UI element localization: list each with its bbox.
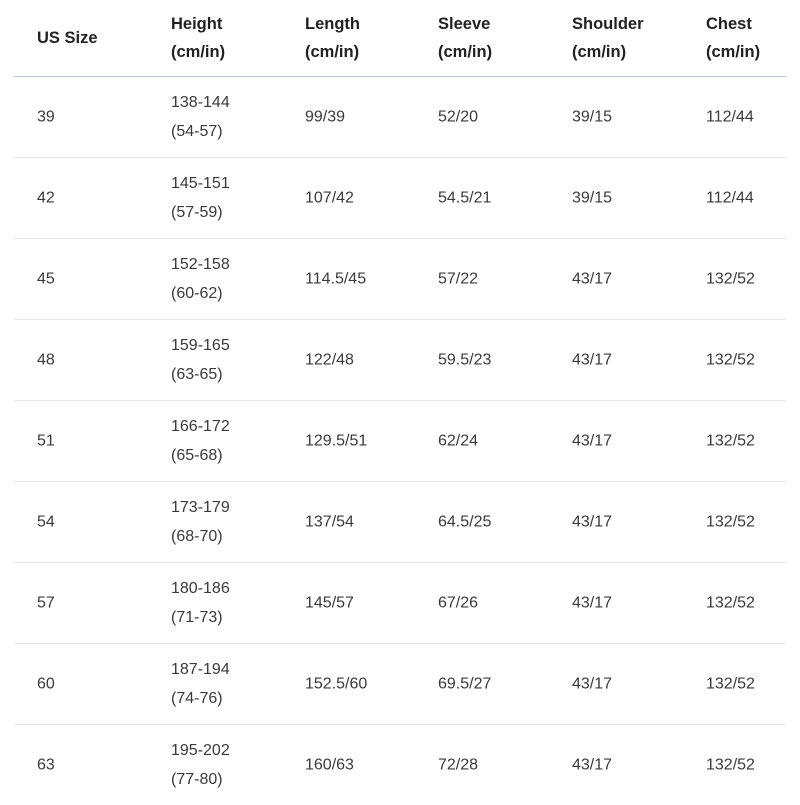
table-row	[14, 725, 786, 805]
header-chest-label: Chest	[706, 15, 752, 33]
cell-height	[171, 88, 230, 146]
cell-sleeve: 72/28	[438, 756, 479, 774]
table-header-row	[14, 0, 786, 77]
cell-length: 107/42	[305, 189, 354, 207]
cell-length: 152.5/60	[305, 675, 368, 693]
cell-us-size: 57	[37, 594, 55, 612]
cell-length: 160/63	[305, 756, 354, 774]
cell-chest: 132/52	[706, 270, 755, 288]
table-row	[14, 239, 786, 320]
cell-height	[171, 736, 230, 794]
table-row	[14, 401, 786, 482]
cell-height-cm: 138-144	[171, 94, 230, 111]
cell-height-cm: 145-151	[171, 175, 230, 192]
cell-us-size: 42	[37, 189, 55, 207]
header-chest	[706, 10, 760, 66]
cell-shoulder: 43/17	[572, 594, 613, 612]
cell-sleeve: 64.5/25	[438, 513, 492, 531]
cell-height	[171, 574, 230, 632]
header-shoulder-label: Shoulder	[572, 15, 644, 33]
cell-us-size: 39	[37, 108, 55, 126]
cell-sleeve: 57/22	[438, 270, 479, 288]
header-height-unit: (cm/in)	[171, 43, 226, 61]
cell-height	[171, 655, 230, 713]
cell-chest: 112/44	[706, 108, 754, 126]
cell-us-size: 60	[37, 675, 55, 693]
cell-height-in: (68-70)	[171, 528, 223, 545]
header-chest-unit: (cm/in)	[706, 43, 761, 61]
table-row	[14, 158, 786, 239]
cell-height-cm: 152-158	[171, 256, 230, 273]
cell-height-in: (65-68)	[171, 447, 223, 464]
cell-height	[171, 493, 230, 551]
header-us-size-label: US Size	[37, 29, 98, 47]
table-row	[14, 482, 786, 563]
cell-height-cm: 180-186	[171, 580, 230, 597]
cell-sleeve: 69.5/27	[438, 675, 492, 693]
size-chart-table	[14, 0, 786, 805]
cell-shoulder: 43/17	[572, 351, 613, 369]
cell-chest: 112/44	[706, 189, 754, 207]
cell-height-cm: 159-165	[171, 337, 230, 354]
header-shoulder-unit: (cm/in)	[572, 43, 627, 61]
cell-height-in: (63-65)	[171, 366, 223, 383]
header-length-label: Length	[305, 15, 360, 33]
cell-height-cm: 166-172	[171, 418, 230, 435]
cell-height-in: (60-62)	[171, 285, 223, 302]
cell-us-size: 45	[37, 270, 55, 288]
cell-chest: 132/52	[706, 675, 755, 693]
cell-height-cm: 195-202	[171, 742, 230, 759]
cell-us-size: 54	[37, 513, 55, 531]
cell-us-size: 51	[37, 432, 55, 450]
header-shoulder	[572, 10, 644, 66]
cell-sleeve: 62/24	[438, 432, 479, 450]
cell-length: 129.5/51	[305, 432, 368, 450]
cell-length: 122/48	[305, 351, 354, 369]
cell-height-in: (74-76)	[171, 690, 223, 707]
cell-chest: 132/52	[706, 432, 755, 450]
cell-shoulder: 43/17	[572, 513, 613, 531]
cell-height	[171, 169, 230, 227]
cell-height-in: (71-73)	[171, 609, 223, 626]
header-height	[171, 10, 225, 66]
cell-height	[171, 412, 230, 470]
header-sleeve-label: Sleeve	[438, 15, 491, 33]
header-height-label: Height	[171, 15, 223, 33]
cell-chest: 132/52	[706, 513, 755, 531]
cell-shoulder: 43/17	[572, 675, 613, 693]
cell-shoulder: 39/15	[572, 189, 613, 207]
cell-sleeve: 52/20	[438, 108, 479, 126]
cell-height	[171, 331, 230, 389]
cell-length: 99/39	[305, 108, 346, 126]
cell-length: 114.5/45	[305, 270, 367, 288]
cell-sleeve: 67/26	[438, 594, 479, 612]
cell-length: 145/57	[305, 594, 354, 612]
cell-height-in: (77-80)	[171, 771, 223, 788]
header-us-size	[37, 24, 98, 52]
table-row	[14, 77, 786, 158]
header-sleeve	[438, 10, 492, 66]
cell-shoulder: 43/17	[572, 432, 613, 450]
cell-height-cm: 187-194	[171, 661, 230, 678]
table-row	[14, 320, 786, 401]
cell-us-size: 48	[37, 351, 55, 369]
cell-height-cm: 173-179	[171, 499, 230, 516]
cell-us-size: 63	[37, 756, 55, 774]
cell-chest: 132/52	[706, 594, 755, 612]
header-length	[305, 10, 360, 66]
cell-height-in: (54-57)	[171, 123, 223, 140]
table-body	[14, 77, 786, 805]
cell-sleeve: 59.5/23	[438, 351, 492, 369]
cell-shoulder: 43/17	[572, 756, 613, 774]
cell-sleeve: 54.5/21	[438, 189, 492, 207]
table-row	[14, 563, 786, 644]
header-sleeve-unit: (cm/in)	[438, 43, 493, 61]
cell-shoulder: 43/17	[572, 270, 613, 288]
cell-chest: 132/52	[706, 756, 755, 774]
cell-length: 137/54	[305, 513, 354, 531]
cell-chest: 132/52	[706, 351, 755, 369]
table-row	[14, 644, 786, 725]
cell-shoulder: 39/15	[572, 108, 613, 126]
header-length-unit: (cm/in)	[305, 43, 360, 61]
cell-height-in: (57-59)	[171, 204, 223, 221]
cell-height	[171, 250, 230, 308]
